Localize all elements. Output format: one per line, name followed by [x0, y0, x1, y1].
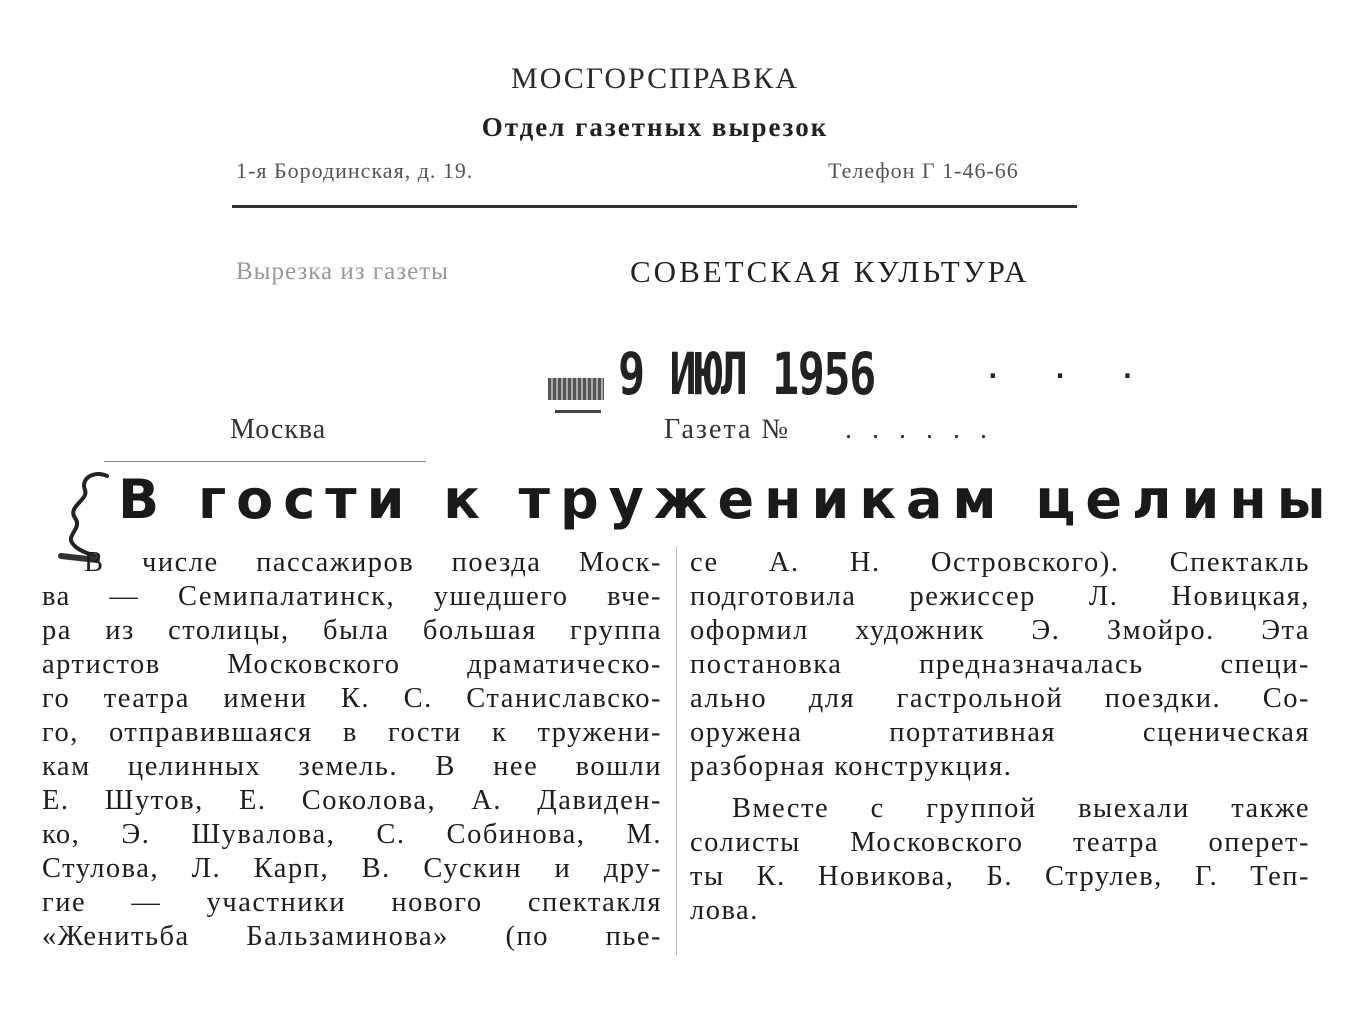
article-line: подготовила режиссер Л. Новицкая, [690, 581, 1310, 612]
stamp-underline [555, 410, 601, 413]
clipping-label: Вырезка из газеты [236, 258, 449, 285]
article-column-left [42, 546, 662, 954]
article-line: Стулова, Л. Карп, В. Сускин и дру- [42, 853, 662, 884]
article-line: постановка предназначалась специ- [690, 649, 1310, 680]
article-line: лова. [690, 895, 759, 926]
article-line: солисты Московского театра оперет- [690, 827, 1310, 858]
article-line: ально для гастрольной поездки. Со- [690, 683, 1310, 714]
gazeta-number-dots: ...... [845, 414, 1007, 445]
city-label: Москва [230, 414, 327, 445]
agency-phone: Телефон Г 1-46-66 [828, 158, 1019, 183]
article-line: гие — участники нового спектакля [42, 887, 662, 918]
article-line: оружена портативная сценическая [690, 717, 1310, 748]
article-line: Е. Шутов, Е. Соколова, А. Давиден- [42, 785, 662, 816]
gazeta-number-label: Газета № [664, 414, 791, 445]
article-column-right [690, 546, 1310, 928]
article-line: се А. Н. Островского). Спектакль [690, 547, 1310, 578]
article-paragraph [690, 792, 1310, 928]
article-line: ра из столицы, была большая группа [42, 615, 662, 646]
article-line: разборная конструкция. [690, 751, 1013, 782]
city-rule [104, 461, 426, 462]
date-dots: . . . [985, 355, 1154, 385]
date-stamp: 9 ИЮЛ 1956 [618, 340, 875, 408]
article-line: артистов Московского драматическо- [42, 649, 662, 680]
article-line: го, отправившаяся в гости к тружени- [42, 717, 662, 748]
article-line: ва — Семипалатинск, ушедшего вче- [42, 581, 662, 612]
column-divider [676, 546, 677, 956]
article-line: «Женитьба Бальзаминова» (по пье- [42, 921, 662, 952]
article-line: В числе пассажиров поезда Моск- [84, 547, 662, 578]
agency-address: 1-я Бородинская, д. 19. [236, 158, 474, 183]
header-rule [232, 205, 1077, 208]
article-headline: В гости к труженикам целины [118, 468, 1336, 531]
article-line: кам целинных земель. В нее вошли [42, 751, 662, 782]
article-line: оформил художник Э. Змойро. Эта [690, 615, 1310, 646]
department-name: Отдел газетных вырезок [481, 112, 829, 142]
article-line: го театра имени К. С. Станиславско- [42, 683, 662, 714]
article-line: ты К. Новикова, Б. Струлев, Г. Теп- [690, 861, 1310, 892]
agency-name: МОСГОРСПРАВКА [511, 62, 799, 95]
newspaper-name: СОВЕТСКАЯ КУЛЬТУРА [630, 254, 1030, 289]
stamp-smudge [548, 378, 604, 400]
article-line: Вместе с группой выехали также [732, 793, 1310, 824]
article-paragraph [690, 546, 1310, 784]
article-line: ко, Э. Шувалова, С. Собинова, М. [42, 819, 662, 850]
